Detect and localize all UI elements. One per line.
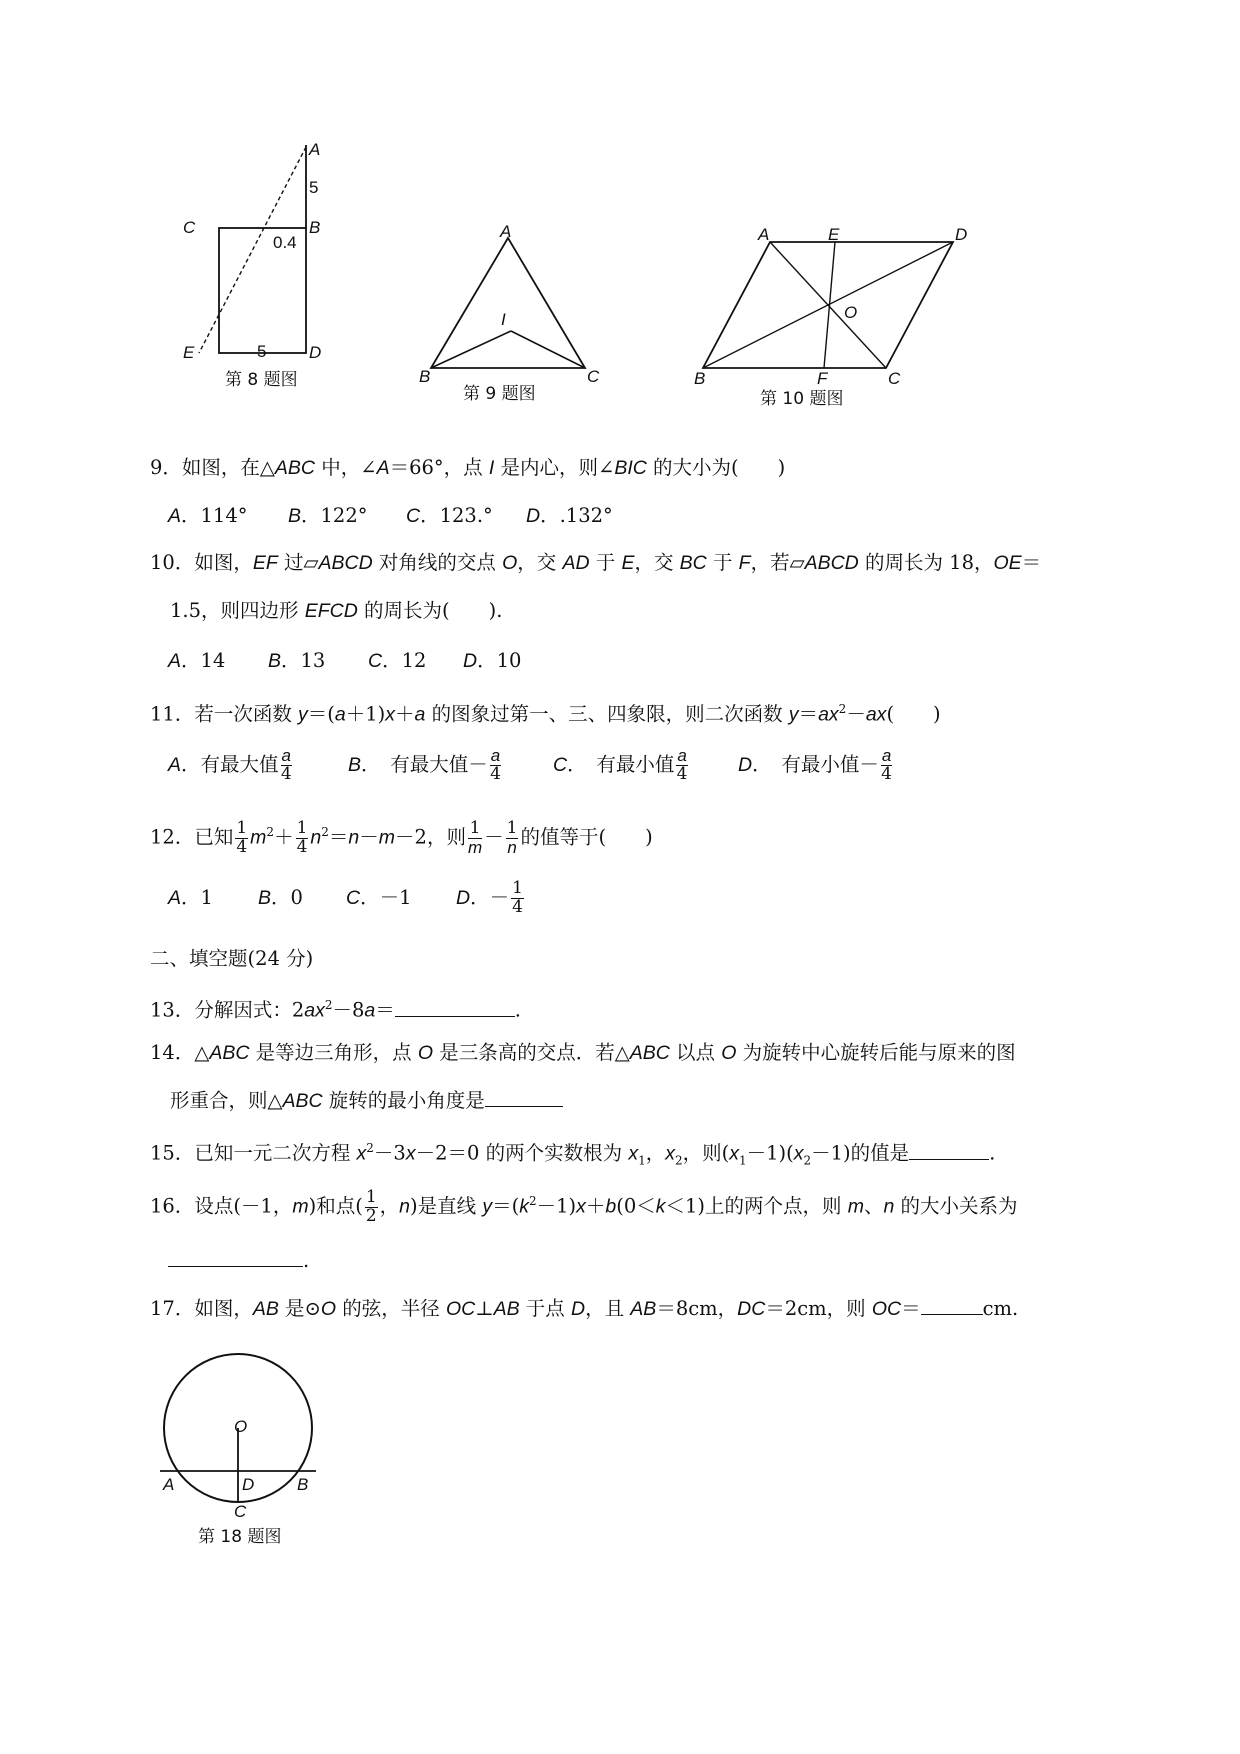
fig8-label-a: A <box>309 140 321 159</box>
question-9: 9．如图，在△ABC 中，∠A＝66°，点 I 是内心，则∠BIC 的大小为( ) <box>150 456 786 479</box>
fig10-label-e: E <box>828 225 840 244</box>
fig10-label-d: D <box>955 225 968 244</box>
answer-blank[interactable] <box>168 1246 303 1267</box>
fig8-label-e: E <box>183 343 195 362</box>
fig10-diagonal-bd <box>703 242 953 368</box>
fig10-label-a: A <box>758 225 770 244</box>
question-10-line2: 1.5，则四边形 EFCD 的周长为( ). <box>170 599 503 622</box>
fig10-label-b: B <box>694 369 706 388</box>
question-14: 14．△ABC 是等边三角形，点 O 是三条高的交点．若△ABC 以点 O 为旋转中心旋转后能与原来的图 <box>150 1041 1016 1064</box>
question-16-line2: . <box>168 1246 309 1275</box>
answer-blank[interactable] <box>909 1139 989 1160</box>
fig8-length-cb: 0.4 <box>273 233 297 252</box>
answer-blank[interactable] <box>485 1086 563 1107</box>
fig8-label-c: C <box>183 218 196 237</box>
fig18-label-c: C <box>234 1502 247 1521</box>
question-15: 15．已知一元二次方程 $x^2-3x-2=0$ 的两个实数根为 $x_1$，$x_2$，则$(x_1-1)(x_2-1)$的值是 . <box>150 1134 995 1174</box>
fig18-label-o: O <box>234 1417 248 1436</box>
figure-8 <box>183 140 330 395</box>
fig8-caption: 第 8 题图 <box>225 370 298 390</box>
section-2-heading: 二、填空题(24 分) <box>150 947 314 970</box>
question-11-options: A．有最大值 $\frac{a}{4}$ B． 有最大值－ $\frac{a}{4}$ C． 有最小值 $\frac{a}{4}$ D． 有最小值－ $\frac{a}{4}$ <box>168 746 892 784</box>
fig10-label-f: F <box>817 369 828 388</box>
question-10: 10．如图，EF 过▱ABCD 对角线的交点 O，交 AD 于 E，交 BC 于 F，若▱ABCD 的周长为 18，OE＝ <box>150 551 1042 574</box>
question-12: 12．已知 $\frac{1}{4}$ $m^2+$ $\frac{1}{4}$ $n^2=n-m-2$，则 $\frac{1}{m}$ － $\frac{1}{n}$ 的值等于( ) <box>150 817 653 857</box>
answer-blank[interactable] <box>395 996 515 1017</box>
question-17: 17．如图，AB 是⊙O 的弦，半径 OC⊥AB 于点 D，且 AB＝8cm，DC＝2cm，则 OC＝ cm. <box>150 1294 1018 1323</box>
fig10-label-c: C <box>888 369 901 388</box>
fig18-label-b: B <box>297 1475 309 1494</box>
fig10-segment-ef <box>824 242 835 368</box>
answer-blank[interactable] <box>921 1294 983 1315</box>
question-10-options: A．14 B．13 C．12 D．10 <box>168 649 522 672</box>
fig9-triangle <box>431 238 585 368</box>
fig18-label-d: D <box>242 1475 255 1494</box>
fig9-caption: 第 9 题图 <box>463 384 536 404</box>
fig18-label-a: A <box>163 1475 175 1494</box>
fig9-label-a: A <box>500 222 512 241</box>
question-14-line2: 形重合，则△ABC 旋转的最小角度是 <box>170 1086 563 1115</box>
fig10-label-o: O <box>844 303 858 322</box>
question-11: 11．若一次函数 y＝(a＋1)x＋a 的图象过第一、三、四象限，则二次函数 $y=ax^2-ax$( ) <box>150 702 941 726</box>
fig18-caption: 第 18 题图 <box>198 1527 282 1547</box>
fig8-length-ed: 5 <box>257 342 267 361</box>
fig8-length-ab: 5 <box>309 178 319 197</box>
figure-10 <box>694 225 990 409</box>
fig9-label-b: B <box>419 367 431 386</box>
fig8-label-b: B <box>309 218 321 237</box>
figure-18 <box>150 1350 335 1555</box>
figure-9 <box>419 222 615 410</box>
question-12-options: A．1 B．0 C．－1 D．－ $\frac{1}{4}$ <box>168 878 523 917</box>
fig10-caption: 第 10 题图 <box>760 389 844 409</box>
question-9-options: A．114° B．122° C．123.° D．.132° <box>168 504 613 527</box>
question-16: 16．设点(－1，m)和点( $\frac{1}{2}$ ，n)是直线 $y=(k^2-1)x+b(0<k<1)$上的两个点，则 m、n 的大小关系为 <box>150 1186 1018 1226</box>
fig9-label-c: C <box>587 367 600 386</box>
fig9-label-i: I <box>501 310 506 329</box>
fig8-label-d: D <box>309 343 322 362</box>
question-13: 13．分解因式：$2ax^2-8a=$ . <box>150 991 521 1025</box>
